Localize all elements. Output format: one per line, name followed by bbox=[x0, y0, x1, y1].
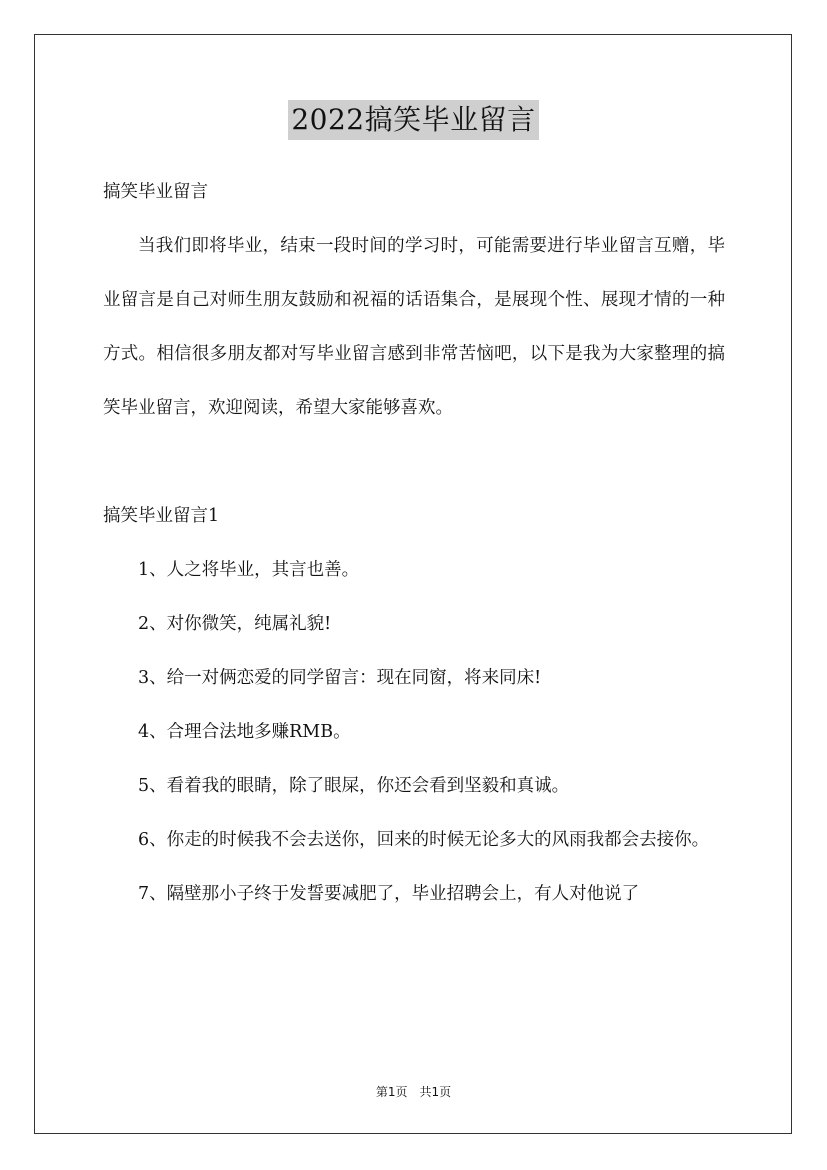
paragraph-spacer bbox=[103, 435, 725, 489]
page-footer bbox=[0, 1082, 827, 1102]
list-item: 2、对你微笑，纯属礼貌! bbox=[138, 614, 332, 634]
document-body bbox=[103, 165, 725, 921]
list-item: 1、人之将毕业，其言也善。 bbox=[138, 560, 360, 580]
document-heading: 搞笑毕业留言 bbox=[103, 182, 208, 202]
intro-paragraph: 当我们即将毕业，结束一段时间的学习时，可能需要进行毕业留言互赠，毕业留言是自己对师生朋友鼓励和祝福的话语集合，是展现个性、展现才情的一种方式。相信很多朋友都对写毕业留言感到非常苦恼吧，以下是我为大家整理的搞笑毕业留言，欢迎阅读，希望大家能够喜欢。 bbox=[103, 236, 725, 418]
section-heading: 搞笑毕业留言1 bbox=[103, 506, 220, 526]
list-item: 7、隔壁那小子终于发誓要减肥了，毕业招聘会上，有人对他说了 bbox=[138, 884, 640, 904]
page-number: 第1页 共1页 bbox=[375, 1085, 452, 1099]
document-title: 2022搞笑毕业留言 bbox=[288, 100, 538, 140]
list-item: 6、你走的时候我不会去送你，回来的时候无论多大的风雨我都会去接你。 bbox=[138, 830, 710, 850]
title-container bbox=[0, 100, 827, 140]
list-item: 3、给一对俩恋爱的同学留言：现在同窗，将来同床! bbox=[138, 668, 542, 688]
list-item: 4、合理合法地多赚RMB。 bbox=[138, 722, 351, 742]
list-item: 5、看着我的眼睛，除了眼屎，你还会看到坚毅和真诚。 bbox=[138, 776, 570, 796]
